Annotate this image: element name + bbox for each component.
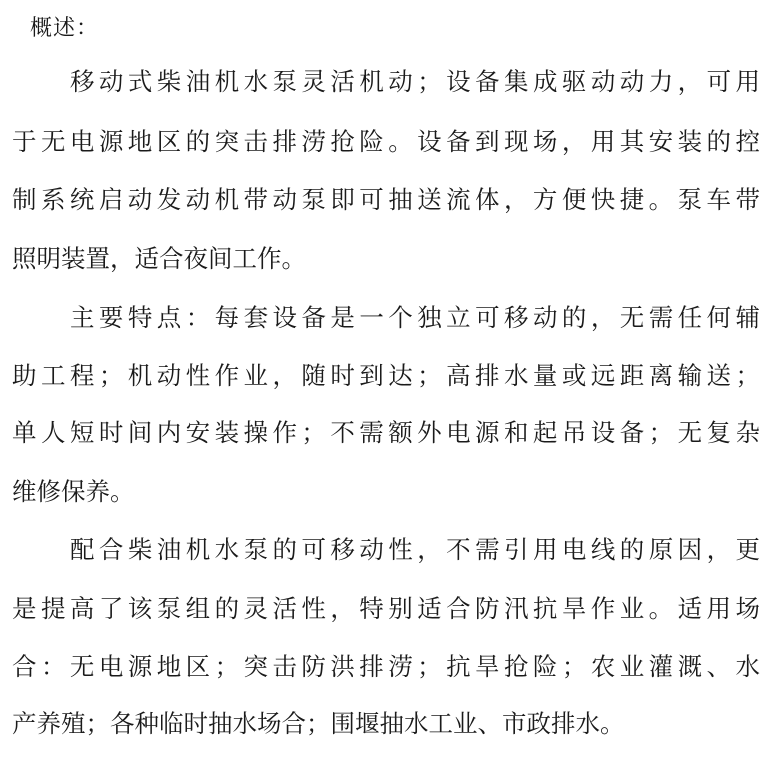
paragraph-3-line-2: 是提高了该泵组的灵活性，特别适合防汛抗旱作业。适用场: [12, 594, 760, 623]
paragraph-2-line-4: 维修保养。: [12, 477, 135, 506]
paragraph-3-line-4: 产养殖；各种临时抽水场合；围堰抽水工业、市政排水。: [12, 709, 625, 738]
paragraph-2-line-1: 主要特点：每套设备是一个独立可移动的，无需任何辅: [70, 303, 760, 332]
paragraph-3-line-3: 合：无电源地区；突击防洪排涝；抗旱抢险；农业灌溉、水: [12, 652, 760, 681]
paragraph-1-line-2: 于无电源地区的突击排涝抢险。设备到现场，用其安装的控: [12, 127, 760, 156]
paragraph-3-line-1: 配合柴油机水泵的可移动性，不需引用电线的原因，更: [70, 535, 760, 564]
paragraph-1-line-4: 照明装置，适合夜间工作。: [12, 244, 306, 273]
paragraph-2-line-2: 助工程；机动性作业，随时到达；高排水量或远距离输送；: [12, 361, 760, 390]
section-heading: 概述：: [30, 16, 100, 41]
paragraph-2-line-3: 单人短时间内安装操作；不需额外电源和起吊设备；无复杂: [12, 418, 760, 447]
paragraph-1-line-1: 移动式柴油机水泵灵活机动；设备集成驱动动力，可用: [70, 67, 760, 96]
paragraph-1-line-3: 制系统启动发动机带动泵即可抽送流体，方便快捷。泵车带: [12, 185, 760, 214]
